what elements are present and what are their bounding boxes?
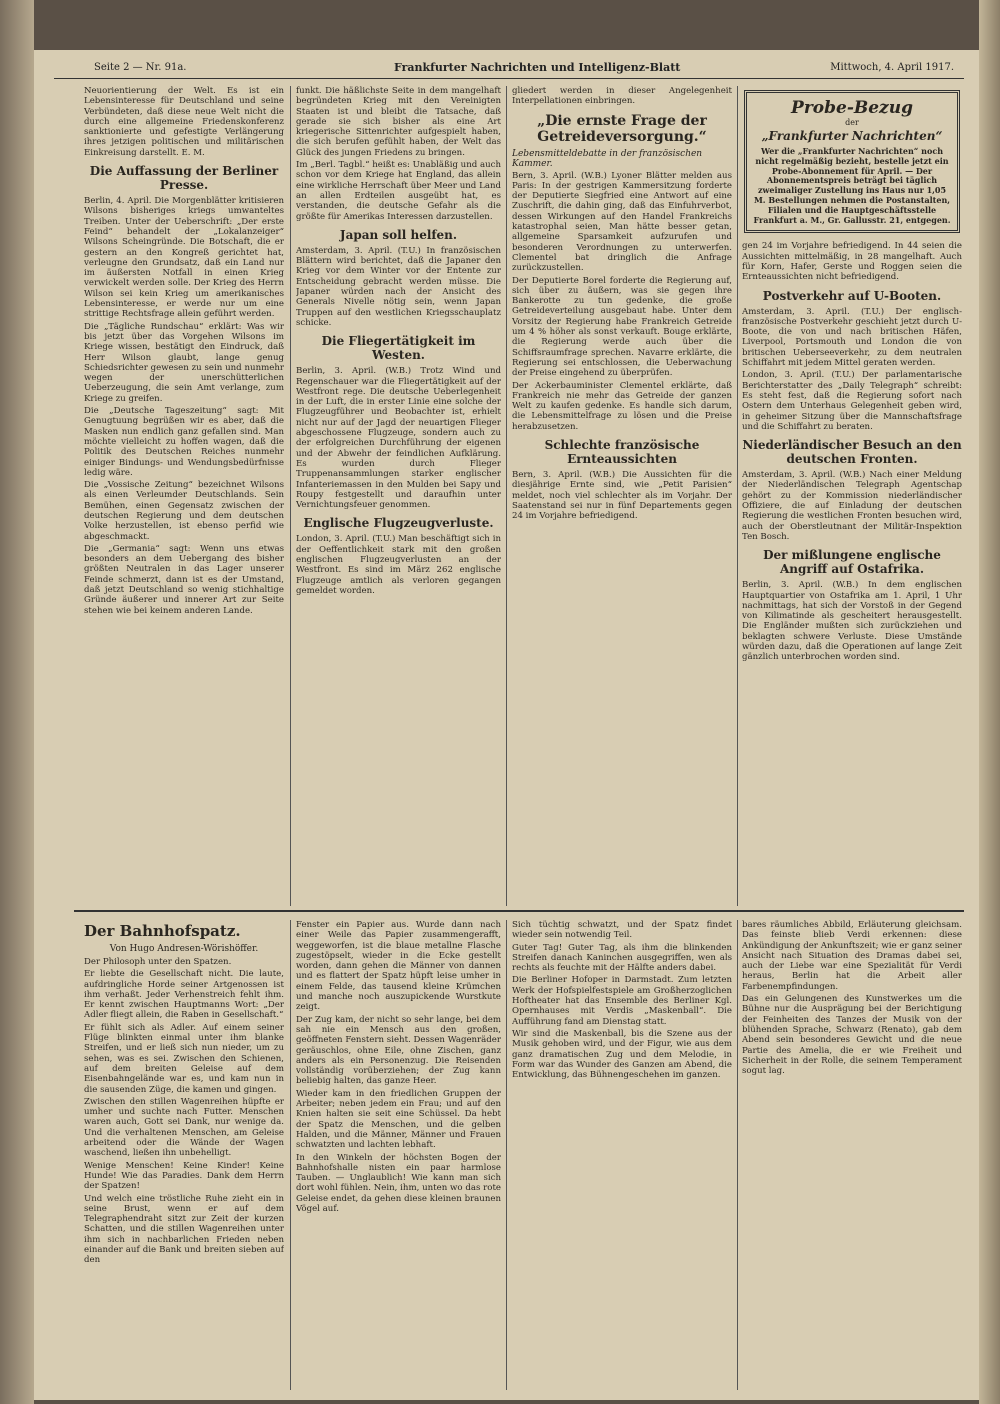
article-text: Sich tüchtig schwatzt, und der Spatz findet wieder sein notwendig Teil. <box>512 920 732 941</box>
article-text: Und welch eine tröstliche Ruhe zieht ein in seine Brust, wenn er auf dem Telegraphendraht sitzt zur Zeit der kurzen Schatten, und die stillen Wagenreihen unter ihm sich in nachbarlichen Frieden neben einander auf die Bank und breiten sieben auf den <box>84 1193 284 1266</box>
column-rule <box>506 920 507 1390</box>
article-text: Neuorientierung der Welt. Es ist ein Lebensinteresse für Deutschland und seine Verbündeten, daß diese neue Welt nicht die durch eine allgemeine Friedenskonferenz sanktionierte und gefestigte Verlängerung ihres jetzigen politischen und militärischen Einkreisung darstellt. E. M. <box>84 86 284 158</box>
article-text: Amsterdam, 3. April. (T.U.) In französischen Blättern wird berichtet, daß die Japaner den Krieg vor dem Winter vor der Entente zur Entscheidung gebracht werden müsse. Die Japaner würden nach der Ansicht des Generals Nivelle nötig sein, wenn Japan Truppen auf den westlichen Kriegsschauplatz schicke. <box>296 245 501 328</box>
article-text: Wenige Menschen! Keine Kinder! Keine Hunde! Wie das Paradies. Dank dem Herrn der Spatzen! <box>84 1160 284 1192</box>
article-text: Bern, 3. April. (W.B.) Lyoner Blätter melden aus Paris: In der gestrigen Kammersitzung forderte der Deputierte Siegfried eine Antwort auf eine Zuschrift, die dahin ging, daß das Einfuhrverbot, dessen Wirkungen auf den Handel Frankreichs katastrophal seien, Man hätte besser getan, allgemeine Sparsamkeit aufzurufen und besonderen Verordnungen zu unterwerfen. Clementel bat dringlich die Anfrage zurückzustellen. <box>512 170 732 274</box>
column-rule <box>737 86 738 906</box>
article-headline: Postverkehr auf U-Booten. <box>762 288 942 303</box>
article-headline: Der mißlungene englische Angriff auf Ostafrika. <box>763 548 941 577</box>
article-text: Die „Tägliche Rundschau“ erklärt: Was wir bis jetzt über das Vorgehen Wilsons im Kriege wissen, bestätigt den Eindruck, daß Herr Wilson glaubt, lange genug Schiedsrichter gewesen zu sein und nunmehr wegen der unerschütterlichen Ueberzeugung, die sein Amt verlange, zum Kriege zu greifen. <box>84 321 284 404</box>
article-text: Das ein Gelungenen des Kunstwerkes um die Bühne nur die Ausprägung bei der Berichtigung der Feinheiten des Tanzes der Musik von der blühenden Sprache, Schwarz (Renato), gab dem Abend sein besonderes Gewicht und die neue Partie des Amelia, die er wie Freiheit und Sicherheit in der Rolle, die seinem Temperament sogut lag. <box>742 994 962 1077</box>
article-text: London, 3. April. (T.U.) Man beschäftigt sich in der Oeffentlichkeit stark mit den großen englischen Flugzeugverlusten an der Westfront. Es sind im März 262 englische Flugzeuge amtlich als verloren gegangen gemeldet worden. <box>296 534 501 596</box>
article-text: Die „Germania“ sagt: Wenn uns etwas besonders an dem Uebergang des bisher größten Neutralen in das Lager unserer Feinde schmerzt, dann ist es der Umstand, daß jetzt Deutschland so wenig stichhaltige Gründe äußerer und innerer Art zur Seite stehen wie bei keinem anderen Lande. <box>84 543 284 616</box>
section-divider <box>74 910 964 912</box>
article-text: Fenster ein Papier aus. Wurde dann nach einer Weile das Papier zusammengerafft, weggeworfen, ist die blaue metallne Flasche zugestöpselt, wieder in die Ecke gestellt worden, dann gehen die Männer von dannen und es flattert der Spatz hüpft leise umher in einem Felde, das tausend kleine Krümchen und manche noch auszupickende Wurstkute zeigt. <box>296 920 501 1013</box>
column-rule <box>737 920 738 1390</box>
article-headline: Japan soll helfen. <box>339 227 458 242</box>
newspaper-title: Frankfurter Nachrichten und Intelligenz-Blatt <box>394 61 681 74</box>
article-text: gen 24 im Vorjahre befriedigend. In 44 seien die Aussichten mittelmäßig, in 28 mangelhaft. Auch für Korn, Hafer, Gerste und Roggen seien die Ernteaussichten nicht befriedigend. <box>742 241 962 283</box>
column-3 <box>512 86 732 906</box>
article-text: Der Zug kam, der nicht so sehr lange, bei dem sah nie ein Mensch aus den großen, geöffneten Fenstern sieht. Dessen Wagenräder geräuschlos, ohne Eile, ohne Zischen, ganz anders als ein Personenzug. Die Reisenden vollständig vorüberziehen; der Zug kann beliebig halten, das ganze Heer. <box>296 1014 501 1087</box>
ad-paper-name: „Frankfurter Nachrichten“ <box>761 129 943 143</box>
column-rule <box>290 86 291 906</box>
article-text: Amsterdam, 3. April. (T.U.) Der englisch-französische Postverkehr geschieht jetzt durch U-Boote, die von und nach britischen Häfen, Liverpool, Portsmouth und London die von britischen Ueberseeverkehr, zu dem neutralen Schiffahrt mit jedem Mittel geraten werden. <box>742 306 962 369</box>
article-text: Die „Deutsche Tageszeitung“ sagt: Mit Genugtuung begrüßen wir es aber, daß die Masken nun endlich ganz gefallen sind. Man möchte vielleicht zu hoffen wagen, daß die Politik des Deutschen Reiches nunmehr einiger Bindungs- und Wendungsbedürfnisse ledig wäre. <box>84 406 284 478</box>
article-text: Amsterdam, 3. April. (W.B.) Nach einer Meldung der Niederländischen Telegraph Agentschap gehört zu der Kommission niederländischer Offiziere, die auf Einladung der deutschen Regierung die westlichen Fronten besuchen wird, auch der Oberstleutnant der Militär-Inspektion Ten Bosch. <box>742 470 962 542</box>
feuilleton-byline: Von Hugo Andresen-Wörishöffer. <box>109 944 259 954</box>
article-subheadline: Lebensmitteldebatte in der französischen Kammer. <box>512 148 703 169</box>
article-text: London, 3. April. (T.U.) Der parlamentarische Berichterstatter des „Daily Telegraph“ schreibt: Es steht fest, daß die Regierung sofort nach Ostern dem Unterhaus Gelegenheit geben wird, in geheimer Sitzung über die Mannschaftsfrage und die Schiffahrt zu beraten. <box>742 370 962 432</box>
article-text: Der Ackerbauminister Clementel erklärte, daß Frankreich nie mehr das Getreide der ganzen Welt zu kaufen gedenke. Es handle sich darum, die Lebensmittelfrage zu lösen und die Preise herabzusetzen. <box>512 380 732 432</box>
article-text: Guter Tag! Guter Tag, als ihm die blinkenden Streifen danach Kaninchen ausgegriffen, wen als rechts als feuchte mit der Hälfte anders dabei. <box>512 942 732 974</box>
masthead <box>54 60 964 79</box>
page-number: Seite 2 — Nr. 91a. <box>94 62 187 73</box>
article-text: Bern, 3. April. (W.B.) Die Aussichten für die diesjährige Ernte sind, wie „Petit Parisien“ meldet, noch viel schlechter als im Vorjahr. Der Saatenstand sei nur in fünf Departements gegen 24 im Vorjahre befriedigend. <box>512 470 732 522</box>
column-2 <box>296 86 501 906</box>
issue-date: Mittwoch, 4. April 1917. <box>830 62 954 73</box>
article-text: Wir sind die Maskenball, bis die Szene aus der Musik gehoben wird, und der Figur, wie aus dem ganz dramatischen Zug und dem Melodie, in Form war das Wunder des Ganzen am Abend, die Entwicklung, das Bühnengeschehen im ganzen. <box>512 1028 732 1081</box>
subscription-advertisement <box>744 90 960 233</box>
column-rule <box>506 86 507 906</box>
column-4 <box>742 86 962 906</box>
article-text: Zwischen den stillen Wagenreihen hüpfte er umher und suchte nach Futter. Menschen waren auch, Gott sei Dank, nur wenige da. Und die verhaltenen Menschen, am Geleise arbeitend oder die Wände der Wagen waschend, ließen ihn unbehelligt. <box>84 1096 284 1159</box>
article-text: funkt. Die häßlichste Seite in dem mangelhaft begründeten Krieg mit den Vereinigten Staaten ist und bleibt die Tatsache, daß gerade sie sich bisher als eine Art kriegerische Sittenrichter aufgespielt haben, die sich berufen gefühlt haben, der Welt das Glück des jungen Friedens zu bringen. <box>296 86 501 158</box>
ad-der: der <box>845 118 859 127</box>
article-headline: Englische Flugzeugverluste. <box>303 516 494 531</box>
article-headline: Schlechte französische Ernteaussichten <box>544 438 700 467</box>
feuilleton-column-3 <box>512 920 732 1390</box>
article-text: Berlin, 3. April. (W.B.) Trotz Wind und Regenschauer war die Fliegertätigkeit auf der Westfront rege. Die deutsche Ueberlegenheit in der Luft, die in erster Linie eine solche der Flugzeugführer und Beobachter ist, erhielt nicht nur auf der Jagd der neuartigen Flieger abgeschossene Flugzeuge, sondern auch zu der erfolgreichen Durchführung der eigenen und der Abwehr der feindlichen Aufklärung. Es wurden durch Flieger Truppenansammlungen starker englischer Infanteriemassen in den Mulden bei Sapy und Roupy festgestellt und daraufhin unter Vernichtungsfeuer genommen. <box>296 366 501 511</box>
ad-title: Probe-Bezug <box>791 98 913 118</box>
article-headline: „Die ernste Frage der Getreideversorgung.“ <box>537 112 707 145</box>
column-rule <box>290 920 291 1390</box>
feuilleton-column-1 <box>84 920 284 1390</box>
article-text: Berlin, 4. April. Die Morgenblätter kritisieren Wilsons bisheriges kriegs umwanteltes Treiben. Unter der Ueberschrift: „Der erste Feind“ behandelt der „Lokalanzeiger“ Wilsons Scheingründe. Die Botschaft, die er gestern an den Kongreß gerichtet hat, verleugne den Grundsatz, daß ein Land nur im äußersten Notfall in einen Krieg verwickelt werden solle. Der Krieg des Herrn Wilson sei kein Krieg um amerikanisches Lebensinteresse, er werde nur um eine strittige Rechtsfrage allein geführt werden. <box>84 196 284 320</box>
article-text: In den Winkeln der höchsten Bogen der Bahnhofshalle nisten ein paar harmlose Tauben. — Unglaublich! Wie kann man sich dort wohl fühlen. Nein, ihm, unten wo das rote Geleise endet, da gehen diese kleinen braunen Vögel auf. <box>296 1152 501 1215</box>
article-text: Im „Berl. Tagbl.“ heißt es: Unabläßig und auch schon vor dem Kriege hat England, das allein eine wirkliche Herrschaft über Meer und Land an allen Erdteilen ausgeübt hat, es verstanden, die deutsche Gefahr als die größte für Amerikas Interessen darzustellen. <box>296 160 501 222</box>
article-text: bares räumliches Abbild, Erläuterung gleichsam. Das feinste blieb Verdi erkennen: diese Ankündigung der Ankunftszeit; wie er ganz seiner Ansicht nach Situation des Dramas dabei sei, auch der Liebe war eine Spezialität für Verdi heraus, Berlin hat die Arbeit aller Farbenempfindungen. <box>742 920 962 992</box>
article-text: Er fühlt sich als Adler. Auf einem seiner Flüge blinkten einmal unter ihm blanke Streifen, und er ließ sich nun nieder, um zu sehen, was es sei. Zwischen den Schienen, auf dem breiten Geleise auf dem Eisenbahngelände war es, und kam nun in die sausenden Züge, die kamen und gingen. <box>84 1022 284 1095</box>
feuilleton-column-4 <box>742 920 962 1390</box>
article-headline: Niederländischer Besuch an den deutschen Fronten. <box>742 438 962 467</box>
feuilleton-column-2 <box>296 920 501 1390</box>
article-text: Der Deputierte Borel forderte die Regierung auf, sich über zu äußern, was sie gegen ihre Bankerotte zu tun gedenke, die große Getreideverteilung ausgebaut habe. Unter dem Vorsitz der Regierung habe Frankreich Getreide um 4 % höher als sonst verkauft. Bouge erklärte, die Regierung werde auch über die Schiffsraumfrage sprechen. Navarre erklärte, die Regierung sei entschlossen, die Ueberwachung der Preise eingehend zu überprüfen. <box>512 275 732 379</box>
article-text: gliedert werden in dieser Angelegenheit Interpellationen einbringen. <box>512 86 732 107</box>
column-1 <box>84 86 284 906</box>
article-text: Berlin, 3. April. (W.B.) In dem englischen Hauptquartier von Ostafrika am 1. April, 1 Uhr nachmittags, hat sich der Vorstoß in der Gegend von Kilimatinde als gescheitert herausgestellt. Die Engländer mußten sich zurückziehen und beklagten schwere Verluste. Diese Umstände würden dazu, daß die Operationen auf lange Zeit gänzlich unterbrochen worden sind. <box>742 580 962 663</box>
article-text: Die „Vossische Zeitung“ bezeichnet Wilsons als einen Verleumder Deutschlands. Sein Bemühen, einen Gegensatz zwischen der deutschen Regierung und dem deutschen Volke herzustellen, ist ebenso perfid wie abgeschmackt. <box>84 480 284 542</box>
feuilleton-title: Der Bahnhofspatz. <box>84 922 241 940</box>
article-text: Die Berliner Hofoper in Darmstadt. Zum letzten Werk der Hofspielfestspiele am Großherzoglichen Hoftheater hat das Ensemble des Berliner Kgl. Opernhauses mit Verdis „Maskenball“. Die Aufführung fand am Dienstag statt. <box>512 975 732 1027</box>
article-text: Der Philosoph unter den Spatzen. <box>84 957 232 967</box>
article-text: Er liebte die Gesellschaft nicht. Die laute, aufdringliche Horde seiner Artgenossen ist ihm verhaßt. Jeder Verhenstreich fehlt ihm. Er kennt zwischen Hauptmanns Wort: „Der Adler fliegt allein, die Raben in Gesellschaft.“ <box>84 969 284 1021</box>
newspaper-page <box>34 50 979 1400</box>
article-headline: Die Auffassung der Berliner Presse. <box>89 164 279 193</box>
article-headline: Die Fliegertätigkeit im Westen. <box>321 334 476 363</box>
ad-text: Wer die „Frankfurter Nachrichten“ noch nicht regelmäßig bezieht, bestelle jetzt ein Probe-Abonnement für April. — Der Abonnementspreis beträgt bei täglich zweimaliger Zustellung ins Haus nur 1,05 M. Bestellungen nehmen die Postanstalten, Filialen und die Hauptgeschäftsstelle Frankfurt a. M., Gr. Gallusstr. 21, entgegen. <box>753 146 951 225</box>
article-text: Wieder kam in den friedlichen Gruppen der Arbeiter; neben jedem ein Frau; und auf den Knien halten sie seit eine Schüssel. Da hebt der Spatz die Menschen, und die gelben Halden, und die Männer, Männer und Frauen schwatzten und lachten lebhaft. <box>296 1088 501 1151</box>
